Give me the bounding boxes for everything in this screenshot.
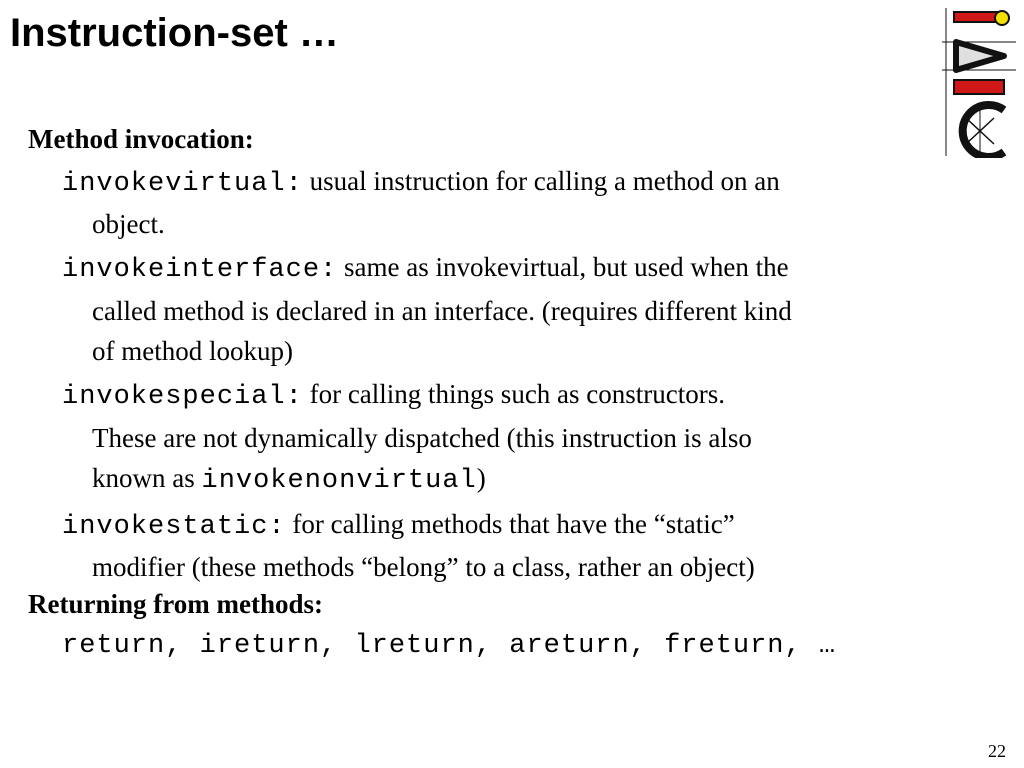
item-text-continued: modifier (these methods “belong” to a class, rather an object): [92, 552, 755, 582]
instruction-code: invokespecial:: [62, 382, 303, 412]
instruction-code: invokevirtual:: [62, 169, 303, 199]
item-text: for calling methods that have the “static”: [292, 509, 735, 539]
instruction-code: invokestatic:: [62, 512, 286, 542]
list-item-invokeinterface: [62, 247, 988, 370]
item-text: for calling things such as constructors.: [309, 379, 726, 409]
page-number: 22: [988, 741, 1006, 761]
slide-body: [28, 121, 988, 667]
section-heading-returning: Returning from methods:: [28, 589, 323, 619]
return-instructions-line: [62, 622, 988, 667]
item-text-continued: object.: [92, 209, 165, 239]
item-text: same as invokevirtual, but used when the: [344, 252, 789, 282]
instruction-code: return, ireturn, lreturn, areturn, freturn, …: [62, 631, 837, 661]
item-text: ): [476, 463, 486, 493]
item-text: usual instruction for calling a method on an: [309, 166, 780, 196]
item-text-continued: [92, 459, 988, 500]
slide-title: Instruction-set …: [10, 11, 339, 55]
list-item-invokespecial: [62, 374, 988, 500]
instruction-code: invokeinterface:: [62, 255, 338, 285]
list-item-invokestatic: [62, 504, 988, 586]
item-text-continued: These are not dynamically dispatched (this instruction is also: [92, 423, 752, 453]
item-text-continued: called method is declared in an interface. (requires different kind: [92, 296, 792, 326]
item-text-continued: of method lookup): [92, 336, 293, 366]
item-text: known as: [92, 463, 195, 493]
section-heading-method-invocation: Method invocation:: [28, 124, 254, 154]
list-item-invokevirtual: [62, 161, 988, 243]
instruction-code: invokenonvirtual: [201, 466, 477, 496]
